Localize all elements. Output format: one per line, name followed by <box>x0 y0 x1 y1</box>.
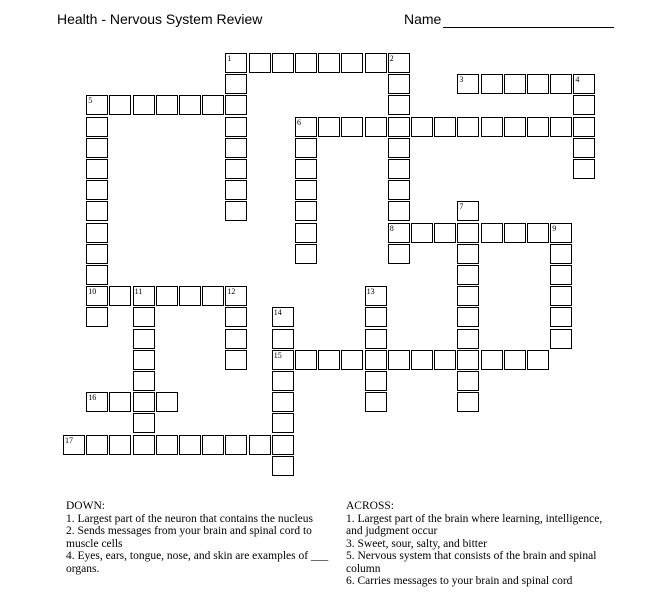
crossword-cell[interactable] <box>225 307 247 327</box>
clue-number: 9 <box>552 223 557 233</box>
crossword-cell[interactable] <box>179 95 201 115</box>
crossword-cell[interactable] <box>457 265 479 285</box>
crossword-cell[interactable] <box>225 435 247 455</box>
crossword-cell[interactable] <box>434 350 456 370</box>
clue-number: 12 <box>227 287 236 297</box>
crossword-cell[interactable] <box>295 117 317 137</box>
crossword-cell[interactable] <box>388 350 410 370</box>
crossword-cell[interactable] <box>86 265 108 285</box>
clue-number: 8 <box>389 223 394 233</box>
crossword-cell[interactable] <box>550 265 572 285</box>
crossword-cell[interactable] <box>365 53 387 73</box>
crossword-cell[interactable] <box>272 392 294 412</box>
crossword-cell[interactable] <box>527 117 549 137</box>
crossword-cell[interactable] <box>295 53 317 73</box>
crossword-cell[interactable] <box>133 95 155 115</box>
crossword-cell[interactable] <box>225 180 247 200</box>
crossword-cell[interactable] <box>133 329 155 349</box>
crossword-cell[interactable] <box>86 435 108 455</box>
down-heading: DOWN: <box>66 500 105 512</box>
across-heading: ACROSS: <box>346 500 394 512</box>
across-clue-3: 3. Sweet, sour, salty, and bitter <box>346 537 487 550</box>
crossword-cell[interactable] <box>272 350 294 370</box>
crossword-cell[interactable] <box>365 329 387 349</box>
page-title: Health - Nervous System Review <box>57 11 263 27</box>
crossword-cell[interactable] <box>86 180 108 200</box>
crossword-cell[interactable] <box>272 456 294 476</box>
crossword-cell[interactable] <box>86 138 108 158</box>
crossword-cell[interactable] <box>550 307 572 327</box>
crossword-cell[interactable] <box>527 350 549 370</box>
crossword-cell[interactable] <box>411 117 433 137</box>
clue-number: 4 <box>575 75 580 85</box>
crossword-cell[interactable] <box>202 95 224 115</box>
crossword-cell[interactable] <box>295 138 317 158</box>
crossword-cell[interactable] <box>133 392 155 412</box>
crossword-cell[interactable] <box>86 159 108 179</box>
crossword-cell[interactable] <box>63 435 85 455</box>
crossword-cell[interactable] <box>388 244 410 264</box>
crossword-cell[interactable] <box>388 180 410 200</box>
crossword-cell[interactable] <box>457 392 479 412</box>
crossword-cell[interactable] <box>481 350 503 370</box>
crossword-cell[interactable] <box>225 159 247 179</box>
clue-number: 1 <box>227 54 232 63</box>
crossword-cell[interactable] <box>388 117 410 137</box>
crossword-cell[interactable] <box>225 350 247 370</box>
crossword-cell[interactable] <box>457 371 479 391</box>
down-clue-2: 2. Sends messages from your brain and spinal cord to muscle cells <box>66 525 312 550</box>
crossword-cell[interactable] <box>573 95 595 115</box>
clue-number: 16 <box>88 393 97 403</box>
crossword-cell[interactable] <box>295 244 317 264</box>
crossword-cell[interactable] <box>295 350 317 370</box>
crossword-cell[interactable] <box>388 53 410 73</box>
crossword-cell[interactable] <box>156 435 178 455</box>
crossword-cell[interactable] <box>156 286 178 306</box>
crossword-cell[interactable] <box>341 350 363 370</box>
crossword-cell[interactable] <box>388 159 410 179</box>
crossword-cell[interactable] <box>504 74 526 94</box>
crossword-cell[interactable] <box>295 201 317 221</box>
crossword-cell[interactable] <box>109 392 131 412</box>
crossword-cell[interactable] <box>457 117 479 137</box>
clue-number: 11 <box>134 287 143 297</box>
crossword-cell[interactable] <box>156 392 178 412</box>
crossword-cell[interactable] <box>225 117 247 137</box>
crossword-cell[interactable] <box>481 74 503 94</box>
crossword-cell[interactable] <box>272 329 294 349</box>
crossword-cell[interactable] <box>550 329 572 349</box>
across-clue-6: 6. Carries messages to your brain and spinal cord <box>346 575 573 587</box>
crossword-cell[interactable] <box>550 117 572 137</box>
crossword-cell[interactable] <box>225 286 247 306</box>
crossword-cell[interactable] <box>202 286 224 306</box>
crossword-cell[interactable] <box>133 350 155 370</box>
crossword-cell[interactable] <box>318 350 340 370</box>
crossword-cell[interactable] <box>86 95 108 115</box>
clue-number: 17 <box>65 435 73 445</box>
crossword-cell[interactable] <box>573 159 595 179</box>
down-clue-4: 4. Eyes, ears, tongue, nose, and skin are examples of ___ organs. <box>66 550 329 575</box>
crossword-cell[interactable] <box>457 223 479 243</box>
crossword-cell[interactable] <box>388 138 410 158</box>
across-clue-1: 1. Largest part of the brain where learning, intelligence, and judgment occur <box>346 512 603 537</box>
crossword-cell[interactable] <box>179 286 201 306</box>
crossword-cell[interactable] <box>272 371 294 391</box>
crossword-cell[interactable] <box>550 74 572 94</box>
crossword-cell[interactable] <box>457 201 479 221</box>
crossword-cell[interactable] <box>133 307 155 327</box>
crossword-cell[interactable] <box>550 223 572 243</box>
crossword-cell[interactable] <box>365 117 387 137</box>
crossword-cell[interactable] <box>388 74 410 94</box>
down-clue-1: 1. Largest part of the neuron that contains the nucleus <box>66 512 313 525</box>
crossword-cell[interactable] <box>457 329 479 349</box>
crossword-cell[interactable] <box>341 53 363 73</box>
crossword-cell[interactable] <box>133 286 155 306</box>
crossword-cell[interactable] <box>388 223 410 243</box>
crossword-cell[interactable] <box>527 74 549 94</box>
crossword-cell[interactable] <box>434 117 456 137</box>
crossword-cell[interactable] <box>133 435 155 455</box>
crossword-cell[interactable] <box>504 117 526 137</box>
crossword-cell[interactable] <box>133 413 155 433</box>
clue-number: 15 <box>273 350 282 360</box>
down-clues <box>66 500 338 575</box>
clue-number: 14 <box>273 308 282 318</box>
crossword-cell[interactable] <box>527 223 549 243</box>
crossword-cell[interactable] <box>86 286 108 306</box>
crossword-cell[interactable] <box>249 53 271 73</box>
crossword-cell[interactable] <box>272 307 294 327</box>
crossword-cell[interactable] <box>225 95 247 115</box>
crossword-cell[interactable] <box>86 392 108 412</box>
crossword-cell[interactable] <box>411 350 433 370</box>
crossword-cell[interactable] <box>388 201 410 221</box>
crossword-cell[interactable] <box>86 244 108 264</box>
crossword-cell[interactable] <box>249 435 271 455</box>
crossword-cell[interactable] <box>550 286 572 306</box>
crossword-cell[interactable] <box>86 223 108 243</box>
clue-number: 3 <box>459 75 464 85</box>
crossword-cell[interactable] <box>457 350 479 370</box>
crossword-cell[interactable] <box>133 371 155 391</box>
crossword-cell[interactable] <box>225 201 247 221</box>
crossword-cell[interactable] <box>295 180 317 200</box>
crossword-cell[interactable] <box>225 74 247 94</box>
clue-number: 5 <box>88 96 93 106</box>
across-clues <box>346 500 608 588</box>
crossword-cell[interactable] <box>411 223 433 243</box>
crossword-cell[interactable] <box>481 223 503 243</box>
crossword-cell[interactable] <box>457 307 479 327</box>
crossword-cell[interactable] <box>272 413 294 433</box>
crossword-cell[interactable] <box>86 307 108 327</box>
crossword-cell[interactable] <box>550 244 572 264</box>
clue-number: 2 <box>389 54 394 63</box>
crossword-cell[interactable] <box>365 286 387 306</box>
crossword-cell[interactable] <box>156 95 178 115</box>
crossword-cell[interactable] <box>318 53 340 73</box>
crossword-cell[interactable] <box>318 117 340 137</box>
crossword-cell[interactable] <box>573 117 595 137</box>
crossword-cell[interactable] <box>457 74 479 94</box>
crossword-cell[interactable] <box>365 392 387 412</box>
across-clue-5: 5. Nervous system that consists of the brain and spinal column <box>346 550 597 575</box>
crossword-cell[interactable] <box>481 117 503 137</box>
crossword-cell[interactable] <box>272 53 294 73</box>
clue-number: 6 <box>297 117 301 127</box>
crossword-cell[interactable] <box>225 53 247 73</box>
crossword-cell[interactable] <box>86 117 108 137</box>
crossword-cell[interactable] <box>388 95 410 115</box>
clue-number: 10 <box>88 287 97 297</box>
clue-number: 7 <box>459 202 464 212</box>
crossword-cell[interactable] <box>573 138 595 158</box>
crossword-cell[interactable] <box>109 435 131 455</box>
crossword-cell[interactable] <box>295 159 317 179</box>
crossword-cell[interactable] <box>109 286 131 306</box>
crossword-cell[interactable] <box>179 435 201 455</box>
crossword-cell[interactable] <box>457 286 479 306</box>
crossword-cell[interactable] <box>504 223 526 243</box>
crossword-cell[interactable] <box>573 74 595 94</box>
crossword-cell[interactable] <box>457 244 479 264</box>
crossword-cell[interactable] <box>272 435 294 455</box>
crossword-cell[interactable] <box>86 201 108 221</box>
name-label: Name <box>404 11 442 27</box>
crossword-cell[interactable] <box>225 138 247 158</box>
crossword-cell[interactable] <box>225 329 247 349</box>
crossword-cell[interactable] <box>504 350 526 370</box>
crossword-cell[interactable] <box>202 435 224 455</box>
crossword-cell[interactable] <box>341 117 363 137</box>
crossword-cell[interactable] <box>365 350 387 370</box>
crossword-cell[interactable] <box>365 307 387 327</box>
crossword-cell[interactable] <box>365 371 387 391</box>
crossword-cell[interactable] <box>295 223 317 243</box>
crossword-cell[interactable] <box>434 223 456 243</box>
clue-number: 13 <box>366 287 375 297</box>
crossword-cell[interactable] <box>109 95 131 115</box>
